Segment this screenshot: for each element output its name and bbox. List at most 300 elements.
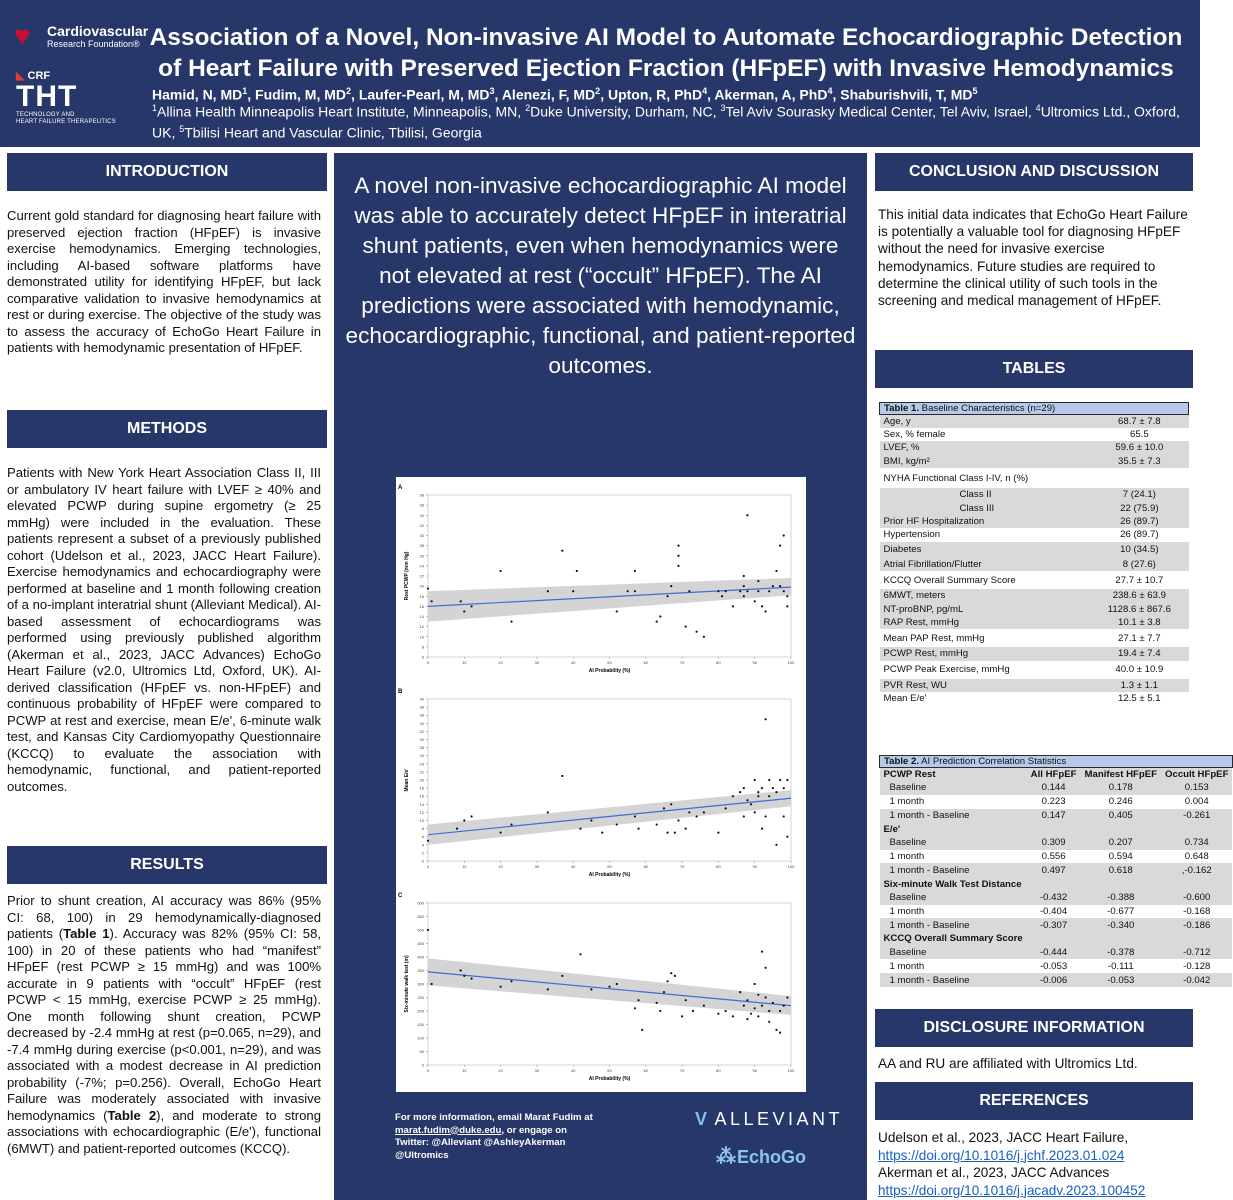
author-sup: 1 <box>242 86 248 96</box>
table-1-label: BMI, kg/m² <box>880 455 1091 468</box>
y-tick-label: 22 <box>419 769 424 775</box>
data-point <box>510 980 512 982</box>
data-point <box>743 815 745 817</box>
author-sup: 3 <box>489 86 495 96</box>
data-point <box>775 1029 777 1031</box>
cvrf-logo <box>14 20 149 52</box>
y-tick-label: 20 <box>419 777 424 783</box>
conclusion-heading: CONCLUSION AND DISCUSSION <box>875 153 1193 191</box>
data-point <box>579 828 581 830</box>
contact-info <box>395 1112 595 1162</box>
affiliation-list <box>152 100 1192 141</box>
table-2-caption <box>880 756 1233 768</box>
data-point <box>637 999 639 1001</box>
table-1-value: 1128.6 ± 867.6 <box>1090 602 1188 615</box>
data-point <box>754 811 756 813</box>
data-point <box>656 1002 658 1004</box>
table-2-group-name: KCCQ Overall Summary Score <box>880 932 1027 946</box>
table-1-label: LVEF, % <box>880 441 1091 454</box>
affiliation-sup: 4 <box>1035 103 1041 113</box>
data-point <box>547 811 549 813</box>
table-1-label: KCCQ Overall Summary Score <box>883 574 1016 586</box>
data-point <box>757 580 759 582</box>
data-point <box>627 590 629 592</box>
y-tick-label: 12 <box>419 809 424 815</box>
table-2-column-header: All HFpEF <box>1027 768 1081 782</box>
y-tick-label: 26 <box>419 553 424 559</box>
data-point <box>779 585 781 587</box>
data-point <box>634 570 636 572</box>
contact-line1: For more information, email Marat Fudim at <box>395 1112 593 1123</box>
data-point <box>427 929 429 931</box>
y-tick-label: 16 <box>419 793 424 799</box>
data-point <box>743 1005 745 1007</box>
data-point <box>786 779 788 781</box>
table-2-cell: -0.261 <box>1161 809 1232 823</box>
table-2-cell: -0.186 <box>1161 918 1232 932</box>
table-1-value: 8 (27.6) <box>1090 558 1188 571</box>
table-2-row <box>880 850 1233 864</box>
table-1-label: Mean PAP Rest, mmHg <box>883 632 985 644</box>
data-point <box>637 828 639 830</box>
tables-heading: TABLES <box>875 350 1193 388</box>
data-point <box>768 779 770 781</box>
table-1-caption-bold: Table 1. <box>884 403 920 414</box>
data-point <box>659 615 661 617</box>
data-point <box>746 799 748 801</box>
affiliation-text: Ultromics Ltd., Oxford, UK, <box>152 103 1180 141</box>
echogo-logo-text: EchoGo <box>737 1147 807 1167</box>
table-2-group-row <box>880 768 1233 782</box>
table-2-group-spacer <box>1027 877 1233 891</box>
data-point <box>757 590 759 592</box>
table-2-cell: -0.444 <box>1027 946 1081 960</box>
chart-panel-b <box>398 689 795 878</box>
data-point <box>608 986 610 988</box>
data-point <box>634 815 636 817</box>
table-1-row <box>880 501 1189 514</box>
echogo-mark-icon: ⁂ <box>716 1146 734 1168</box>
data-point <box>754 983 756 985</box>
data-point <box>725 590 727 592</box>
table-1-row <box>880 528 1189 541</box>
data-point <box>590 988 592 990</box>
data-point <box>783 815 785 817</box>
data-point <box>427 840 429 842</box>
x-tick-label: 10 <box>462 660 467 665</box>
affiliation-sup: 3 <box>720 103 726 113</box>
introduction-text: Current gold standard for diagnosing heart failure with preserved ejection fraction (HFpEF) is invasive exercise hemodynamics. Emerging technologies, including AI-based software platforms have demonstrated utility for identifying HFpEF, but lack comparative validation to invasive hemodynamics at rest or during exercise. The objective of the study was to assess the accuracy of EchoGo Heart Failure in patients with hemodynamic presentation of HFpEF. <box>7 208 321 355</box>
x-tick-label: 60 <box>643 660 649 665</box>
table-2-cell: 0.497 <box>1027 863 1081 877</box>
y-tick-label: 14 <box>419 801 424 807</box>
table-2-cell: 0.405 <box>1081 809 1162 823</box>
x-tick-label: 10 <box>462 1068 467 1073</box>
x-tick-label: 60 <box>643 1068 649 1073</box>
data-point <box>470 605 472 607</box>
x-tick-label: 20 <box>498 864 503 869</box>
affiliation-text: Tel Aviv Sourasky Medical Center, Tel Aviv, Israel, <box>725 103 1036 120</box>
data-point <box>547 988 549 990</box>
data-point <box>754 779 756 781</box>
table-1-label: RAP Rest, mmHg <box>880 616 1091 629</box>
results-text <box>7 893 321 1157</box>
table-1-row <box>880 589 1189 602</box>
data-point <box>779 779 781 781</box>
x-tick-label: 80 <box>716 864 721 869</box>
y-tick-label: 350 <box>417 968 424 973</box>
x-tick-label: 90 <box>752 864 757 869</box>
data-point <box>772 787 774 789</box>
table-2-caption-text: AI Prediction Correlation Statistics <box>919 756 1067 767</box>
table-1-value: 40.0 ± 10.9 <box>1115 664 1164 676</box>
data-point <box>717 832 719 834</box>
y-tick-label: 34 <box>419 512 424 518</box>
data-point <box>757 791 759 793</box>
data-point <box>743 595 745 597</box>
table-2-cell: -0.053 <box>1039 960 1068 972</box>
table-2-row-label: 1 month - Baseline <box>880 863 1027 877</box>
table-1-label: PCWP Peak Exercise, mmHg <box>883 664 1010 676</box>
data-point <box>739 791 741 793</box>
table-2-cell: 0.178 <box>1081 781 1162 795</box>
x-tick-label: 30 <box>534 864 540 869</box>
data-point <box>717 1013 719 1015</box>
y-tick-label: 250 <box>417 995 424 1000</box>
alleviant-logo <box>695 1109 843 1130</box>
y-tick-label: 10 <box>419 818 424 823</box>
table-2 <box>879 755 1233 987</box>
data-point <box>725 1010 727 1012</box>
alleviant-logo-text: ALLEVIANT <box>714 1109 844 1129</box>
data-point <box>666 595 668 597</box>
y-tick-label: 32 <box>419 522 424 528</box>
data-point <box>768 795 770 797</box>
table-1-row <box>880 428 1189 441</box>
data-point <box>670 803 672 805</box>
data-point <box>783 590 785 592</box>
author-name: Alenezi, F, MD <box>501 86 596 103</box>
data-point <box>590 819 592 821</box>
table-2-row <box>880 946 1233 960</box>
cvrf-logo-line2: Research Foundation® <box>47 39 140 49</box>
data-point <box>764 610 766 612</box>
results-table2-ref: Table 2 <box>107 1107 157 1123</box>
crf-mark-icon: ◣ <box>16 70 28 82</box>
author-name: Shaburishvili, T, MD <box>840 86 973 103</box>
data-point <box>746 514 748 516</box>
table-2-cell: 0.153 <box>1161 781 1232 795</box>
table-1-row <box>880 542 1189 558</box>
table-1-row <box>880 455 1189 468</box>
contact-email-link[interactable]: marat.fudim@duke.edu <box>395 1124 502 1136</box>
x-axis-label: AI Probability (%) <box>588 1076 631 1082</box>
conclusion-text: This initial data indicates that EchoGo Heart Failure is potentially a valuable tool for diagnosing HFpEF without the need for invasive exercise hemodynamics. Future studies are required to determine the clinical utility of such tools in the screening and medical management of HFpEF. <box>878 207 1188 309</box>
data-point <box>460 600 462 602</box>
table-2-row-label: 1 month - Baseline <box>880 973 1027 987</box>
x-tick-label: 70 <box>679 1068 685 1073</box>
table-2-cell: -0.053 <box>1081 973 1162 987</box>
y-tick-label: 34 <box>419 720 424 726</box>
affiliation-text: Duke University, Durham, NC, <box>530 103 721 120</box>
affiliation-text: Tbilisi Heart and Vascular Clinic, Tbilisi, Georgia <box>184 124 482 141</box>
data-point <box>775 844 777 846</box>
x-tick-label: 40 <box>570 1068 576 1073</box>
data-point <box>685 828 687 830</box>
reference-2-link[interactable]: https://doi.org/10.1016/j.jacadv.2023.100452 <box>878 1182 1146 1198</box>
y-axis-label: Six-minute walk test (m) <box>404 955 410 1013</box>
y-tick-label: 12 <box>419 624 424 630</box>
data-point <box>757 994 759 996</box>
y-tick-label: 50 <box>419 1049 424 1054</box>
table-2-cell: 0.734 <box>1161 836 1232 850</box>
data-point <box>670 585 672 587</box>
data-point <box>601 832 603 834</box>
chart-panel-label: B <box>398 689 403 695</box>
author-name: Hamid, N, MD <box>152 86 243 103</box>
data-point <box>746 1018 748 1020</box>
data-point <box>659 1010 661 1012</box>
data-point <box>674 975 676 977</box>
table-1-caption-text: Baseline Characteristics (n=29) <box>919 403 1056 414</box>
data-point <box>721 595 723 597</box>
y-tick-label: 6 <box>421 654 424 660</box>
data-point <box>634 1007 636 1009</box>
x-tick-label: 70 <box>679 864 685 869</box>
tht-logo-line1: TECHNOLOGY AND <box>16 112 75 118</box>
results-part3: ), and moderate to strong associations with echocardiographic (E/e'), functional (6MWT) and patient-reported outcomes (KCCQ). <box>7 1107 321 1156</box>
table-1-caption <box>880 403 1189 415</box>
y-tick-label: 550 <box>417 914 424 919</box>
x-tick-label: 90 <box>752 1068 757 1073</box>
author-name: Laufer-Pearl, M, MD <box>358 86 490 103</box>
table-2-group-name: Six-minute Walk Test Distance <box>880 877 1027 891</box>
y-tick-label: 32 <box>419 728 424 734</box>
data-point <box>692 1010 694 1012</box>
x-tick-label: 20 <box>498 660 503 665</box>
chart-plot-frame <box>428 495 791 657</box>
table-2-row <box>880 809 1233 823</box>
table-1-label: Mean E/e' <box>883 693 927 705</box>
table-2-cell: -0.432 <box>1027 891 1081 905</box>
data-point <box>616 610 618 612</box>
y-tick-label: 100 <box>417 1035 424 1041</box>
y-tick-label: 400 <box>417 954 424 960</box>
data-point <box>463 819 465 821</box>
table-2-row-label: 1 month <box>889 960 925 972</box>
table-1-value: 22 (75.9) <box>1090 501 1188 514</box>
scatter-plots-svg <box>396 477 806 1092</box>
table-2-cell: ,-0.162 <box>1161 863 1232 877</box>
table-1-label: PCWP Rest, mmHg <box>880 647 1091 660</box>
x-tick-label: 60 <box>643 864 649 869</box>
x-tick-label: 40 <box>570 660 576 665</box>
x-tick-label: 50 <box>607 1068 612 1073</box>
data-point <box>783 1005 785 1007</box>
data-point <box>761 787 763 789</box>
data-point <box>757 795 759 797</box>
data-point <box>579 953 581 955</box>
table-1-row <box>880 629 1189 647</box>
x-tick-label: 70 <box>679 660 685 665</box>
table-1-label: Prior HF Hospitalization <box>880 515 1091 528</box>
table-2-cell: -0.128 <box>1183 960 1211 972</box>
data-point <box>761 828 763 830</box>
x-tick-label: 10 <box>462 864 467 869</box>
data-point <box>500 832 502 834</box>
table-1-value <box>1090 468 1188 488</box>
author-sup: 2 <box>595 86 601 96</box>
data-point <box>431 600 433 602</box>
author-sup: 5 <box>972 86 978 96</box>
table-2-cell: 0.594 <box>1108 851 1133 863</box>
table-2-cell: -0.340 <box>1081 918 1162 932</box>
data-point <box>732 1015 734 1017</box>
y-tick-label: 20 <box>419 583 424 589</box>
y-tick-label: 40 <box>419 696 424 702</box>
y-tick-label: 38 <box>419 704 424 710</box>
data-point <box>561 550 563 552</box>
y-tick-label: 0 <box>421 1062 424 1068</box>
y-tick-label: 2 <box>421 850 424 856</box>
table-2-row-label: Baseline <box>880 836 1027 850</box>
table-2-row-label: 1 month <box>889 851 925 863</box>
y-tick-label: 16 <box>419 603 424 609</box>
data-point <box>739 590 741 592</box>
tht-logo-line2: HEART FAILURE THERAPEUTICS <box>16 119 116 125</box>
table-2-cell: 0.144 <box>1027 781 1081 795</box>
data-point <box>703 1005 705 1007</box>
heart-icon: ♥ <box>14 20 31 51</box>
data-point <box>768 1010 770 1012</box>
data-point <box>431 983 433 985</box>
data-point <box>761 605 763 607</box>
introduction-heading: INTRODUCTION <box>7 153 327 191</box>
data-point <box>500 570 502 572</box>
methods-heading: METHODS <box>7 410 327 448</box>
data-point <box>750 1013 752 1015</box>
tht-logo <box>16 70 128 132</box>
table-1-row <box>880 571 1189 589</box>
author-name: Fudim, M, MD <box>255 86 347 103</box>
chart-panel-label: C <box>398 893 403 899</box>
data-point <box>460 969 462 971</box>
data-point <box>547 590 549 592</box>
table-2-cell: 0.618 <box>1081 863 1162 877</box>
data-point <box>677 819 679 821</box>
table-2-row <box>880 836 1233 850</box>
data-point <box>775 570 777 572</box>
table-1-label: Sex, % female <box>883 429 946 441</box>
author-sup: 4 <box>827 86 833 96</box>
data-point <box>772 1002 774 1004</box>
data-point <box>786 836 788 838</box>
data-point <box>696 815 698 817</box>
table-2-group-row <box>880 932 1233 946</box>
x-tick-label: 50 <box>607 660 612 665</box>
y-tick-label: 600 <box>417 900 424 906</box>
data-point <box>688 811 690 813</box>
table-2-row-label: Baseline <box>880 781 1027 795</box>
affiliation-sup: 5 <box>179 123 185 134</box>
table-1 <box>879 402 1189 705</box>
contact-line2: , or engage on Twitter: @Alleviant @AshleyAkerman @Ultromics <box>395 1124 567 1161</box>
y-tick-label: 200 <box>417 1008 424 1014</box>
table-2-cell: 0.246 <box>1108 796 1133 808</box>
table-1-row <box>880 558 1189 571</box>
x-tick-label: 0 <box>426 1068 430 1073</box>
data-point <box>703 811 705 813</box>
table-2-column-header: Manifest HFpEF <box>1081 768 1162 782</box>
y-tick-label: 30 <box>419 737 424 742</box>
data-point <box>746 590 748 592</box>
x-tick-label: 0 <box>426 864 430 869</box>
table-2-cell: 0.004 <box>1184 796 1209 808</box>
y-tick-label: 300 <box>417 981 424 987</box>
poster-title-line2: of Heart Failure with Preserved Ejection Fraction (HFpEF) with Invasive Hemodynamics <box>158 55 1174 82</box>
reference-1-text: Udelson et al., 2023, JACC Heart Failure, <box>878 1130 1129 1145</box>
table-1-label: Hypertension <box>883 529 941 541</box>
table-2-column-header: Occult HFpEF <box>1161 768 1232 782</box>
table-1-value: 27.7 ± 10.7 <box>1115 574 1164 586</box>
data-point <box>764 967 766 969</box>
table-2-cell: -0.600 <box>1161 891 1232 905</box>
data-point <box>656 620 658 622</box>
table-2-row <box>880 918 1233 932</box>
y-tick-label: 36 <box>419 712 424 718</box>
table-2-row <box>880 795 1233 809</box>
table-1-value: 10 (34.5) <box>1090 542 1188 558</box>
y-tick-label: 14 <box>419 614 424 619</box>
table-2-cell: -0.168 <box>1183 905 1211 917</box>
table-2-cell: -0.712 <box>1161 946 1232 960</box>
table-1-row <box>880 415 1189 428</box>
data-point <box>761 951 763 953</box>
alleviant-mark-icon: V <box>695 1109 711 1129</box>
author-list: Hamid, N, $MD^1$, Fudim, M, $MD^2$, Laufer-Pearl, M, $MD^3$, Alenezi, F, $MD^2$, Upton, R, PhD$^4$, Akerman, A, PhD$^4$, Shaburishvili, T, $MD^5$ <box>152 86 978 103</box>
x-tick-label: 90 <box>752 660 757 665</box>
data-point <box>696 631 698 633</box>
table-2-cell: 0.556 <box>1041 851 1066 863</box>
table-2-cell: 0.147 <box>1027 809 1081 823</box>
y-tick-label: 18 <box>419 593 424 599</box>
table-1-row <box>880 468 1189 488</box>
y-tick-label: 26 <box>419 753 424 759</box>
table-2-caption-bold: Table 2. <box>884 756 920 767</box>
x-tick-label: 50 <box>607 864 612 869</box>
data-point <box>681 1015 683 1017</box>
scatter-plots <box>396 477 806 1092</box>
affiliation-sup: 2 <box>525 103 531 113</box>
data-point <box>663 991 665 993</box>
table-2-row <box>880 891 1233 905</box>
table-2-cell: 0.223 <box>1041 796 1066 808</box>
data-point <box>768 590 770 592</box>
table-2-cell: -0.388 <box>1081 891 1162 905</box>
y-tick-label: 8 <box>421 644 424 650</box>
table-2-row <box>880 781 1233 795</box>
table-1-row <box>880 661 1189 679</box>
affiliation-text: Allina Health Minneapolis Heart Institute, Minneapolis, MN, <box>157 103 526 120</box>
data-point <box>786 605 788 607</box>
author-name: Upton, R, PhD <box>607 86 703 103</box>
reference-1-link[interactable]: https://doi.org/10.1016/j.jchf.2023.01.024 <box>878 1147 1125 1163</box>
table-2-group-name: PCWP Rest <box>880 768 1027 782</box>
x-tick-label: 20 <box>498 1068 503 1073</box>
data-point <box>783 787 785 789</box>
poster-title-line1: Association of a Novel, Non-invasive AI Model to Automate Echocardiographic Detection <box>149 24 1183 51</box>
data-point <box>764 996 766 998</box>
